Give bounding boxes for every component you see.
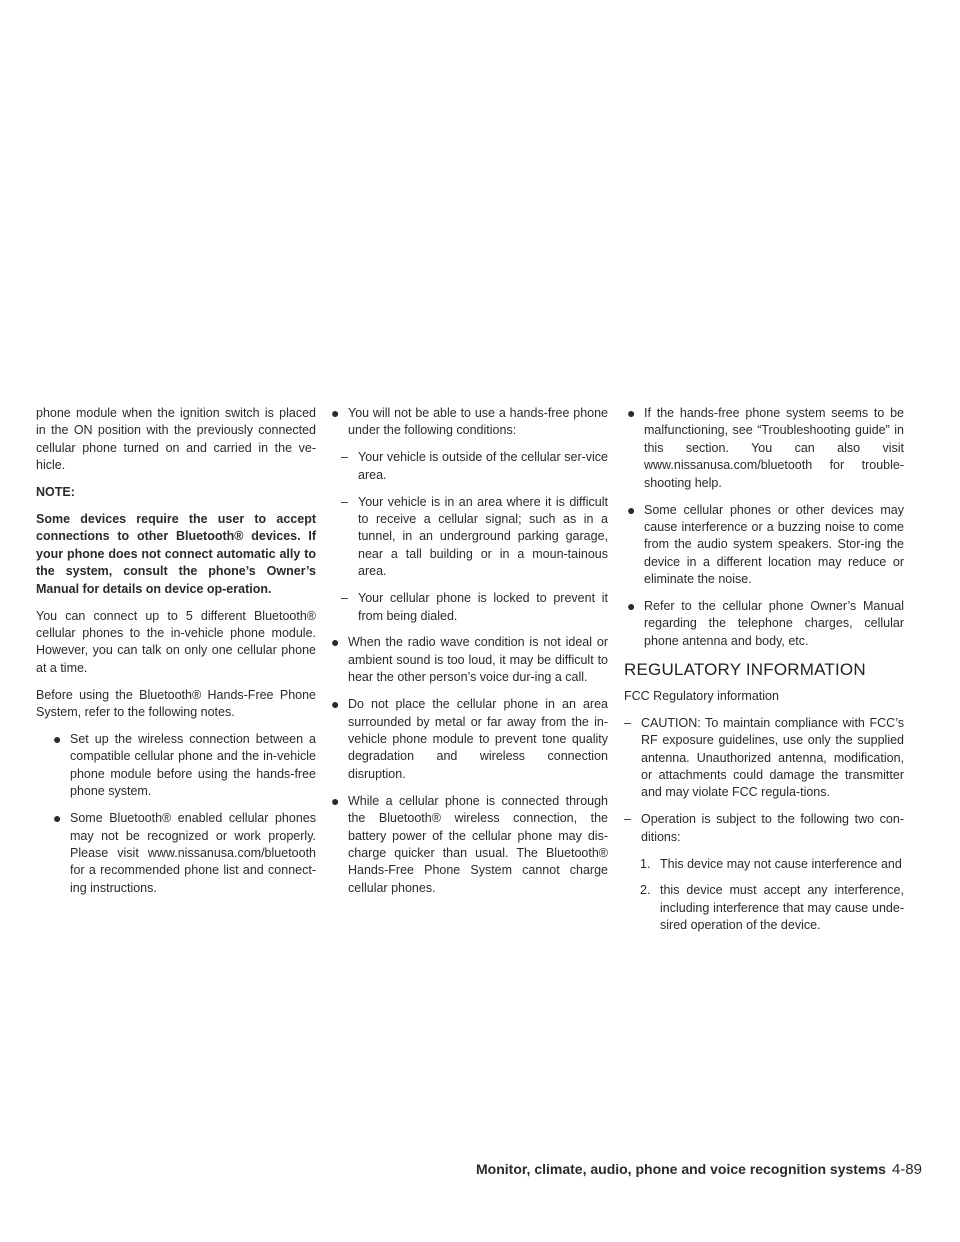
list-item [624, 405, 904, 492]
paragraph-connect: You can connect up to 5 different Bluetooth® cellular phones to the in-vehicle phone module. However, you can talk on only one cellular phone at a time. [36, 608, 316, 675]
list-item [624, 598, 904, 650]
bullet-icon: ● [331, 696, 340, 713]
numbered-item [624, 856, 904, 873]
dash-text: Your vehicle is outside of the cellular ser-vice area. [358, 450, 608, 482]
bullet-icon: ● [331, 634, 340, 651]
bullet-text: While a cellular phone is connected through the Bluetooth® wireless connection, the battery power of the cellular phone may dis-charge quicker than usual. The Bluetooth® Hands-Free Phone System cannot charge cellular phones. [348, 793, 608, 895]
number-label: 1. [640, 856, 651, 871]
column-left [36, 405, 316, 907]
list-item [328, 405, 608, 440]
list-item [624, 502, 904, 589]
dash-item [328, 494, 608, 581]
bullet-text: You will not be able to use a hands-free phone under the following conditions: [348, 406, 608, 438]
dash-text: Your cellular phone is locked to prevent it from being dialed. [358, 591, 608, 623]
bullet-icon: ● [627, 501, 636, 518]
bullet-text: Set up the wireless connection between a compatible cellular phone and the in-vehicle phone module before using the hands-free phone system. [70, 732, 316, 799]
numbered-text: This device may not cause interference and [660, 856, 902, 871]
dash-text: Your vehicle is in an area where it is difficult to receive a cellular signal; such as in a tunnel, in an underground parking garage, near a tall building or in a moun-tainous area. [358, 494, 608, 579]
dash-icon: – [624, 715, 631, 730]
page-footer [476, 1161, 922, 1178]
dash-item [328, 590, 608, 625]
paragraph-before-using: Before using the Bluetooth® Hands-Free Phone System, refer to the following notes. [36, 687, 316, 720]
column-middle [328, 405, 608, 907]
bullet-icon: ● [627, 405, 636, 421]
bullet-text: Do not place the cellular phone in an area surrounded by metal or far away from the in-vehicle phone module to prevent tone quality degradation and wireless connection disruption. [348, 697, 608, 781]
section-heading-regulatory: REGULATORY INFORMATION [624, 659, 866, 679]
list-item [50, 731, 316, 801]
note-text: Some devices require the user to accept connections to other Bluetooth® devices. If your phone does not connect automatic ally to the system, consult the phone’s Owner’s Manual for details on device op-eration. [36, 512, 316, 596]
dash-item [328, 449, 608, 484]
dash-icon: – [341, 494, 348, 509]
footer-section-title: Monitor, climate, audio, phone and voice recognition systems [476, 1161, 886, 1177]
dash-text: Operation is subject to the following two con-ditions: [641, 812, 904, 844]
bullet-text: Refer to the cellular phone Owner’s Manual regarding the telephone charges, cellular phone antenna and body, etc. [644, 599, 904, 648]
bullet-icon: ● [331, 792, 340, 809]
bullet-text: Some Bluetooth® enabled cellular phones may not be recognized or work properly. Please visit www.nissanusa.com/bluetooth for a recommended phone list and connect-ing instructions. [70, 811, 316, 895]
numbered-text: this device must accept any interference, including interference that may cause unde-sired operation of the device. [660, 883, 904, 933]
dash-text: CAUTION: To maintain compliance with FCC’s RF exposure guidelines, use only the supplied antenna. Unauthorized antenna, modification, or attachments could damage the transmitter and may violate FCC regula-tions. [641, 715, 904, 800]
bullet-icon: ● [53, 810, 62, 827]
note-label: NOTE: [36, 485, 75, 500]
bullet-icon: ● [331, 405, 340, 421]
bullet-text: Some cellular phones or other devices may cause interference or a buzzing noise to come from the audio system speakers. Stor-ing the device in a different location may reduce or eliminate the noise. [644, 502, 904, 587]
numbered-item [624, 882, 904, 934]
number-label: 2. [640, 883, 651, 898]
bullet-text: If the hands-free phone system seems to be malfunctioning, see “Troubleshooting guide” in this section. You can also visit www.nissanusa.com/bluetooth for trouble-shooting help. [644, 406, 904, 490]
bullet-icon: ● [53, 731, 62, 747]
dash-icon: – [341, 591, 348, 606]
paragraph-fcc: FCC Regulatory information [624, 688, 779, 703]
list-item [328, 793, 608, 897]
dash-icon: – [341, 450, 348, 465]
bullet-icon: ● [627, 598, 636, 615]
page-number: 4-89 [891, 1161, 922, 1178]
dash-item [624, 715, 904, 802]
list-item [50, 810, 316, 897]
bullet-text: When the radio wave condition is not ideal or ambient sound is too loud, it may be difficult to hear the other person’s voice dur-ing a call. [348, 635, 608, 685]
list-item [328, 696, 608, 783]
dash-icon: – [624, 812, 631, 827]
paragraph-intro: phone module when the ignition switch is placed in the ON position with the previously connected cellular phone turned on and carried in the ve-hicle. [36, 406, 316, 473]
column-right [624, 405, 904, 944]
dash-item [624, 811, 904, 846]
list-item [328, 634, 608, 686]
